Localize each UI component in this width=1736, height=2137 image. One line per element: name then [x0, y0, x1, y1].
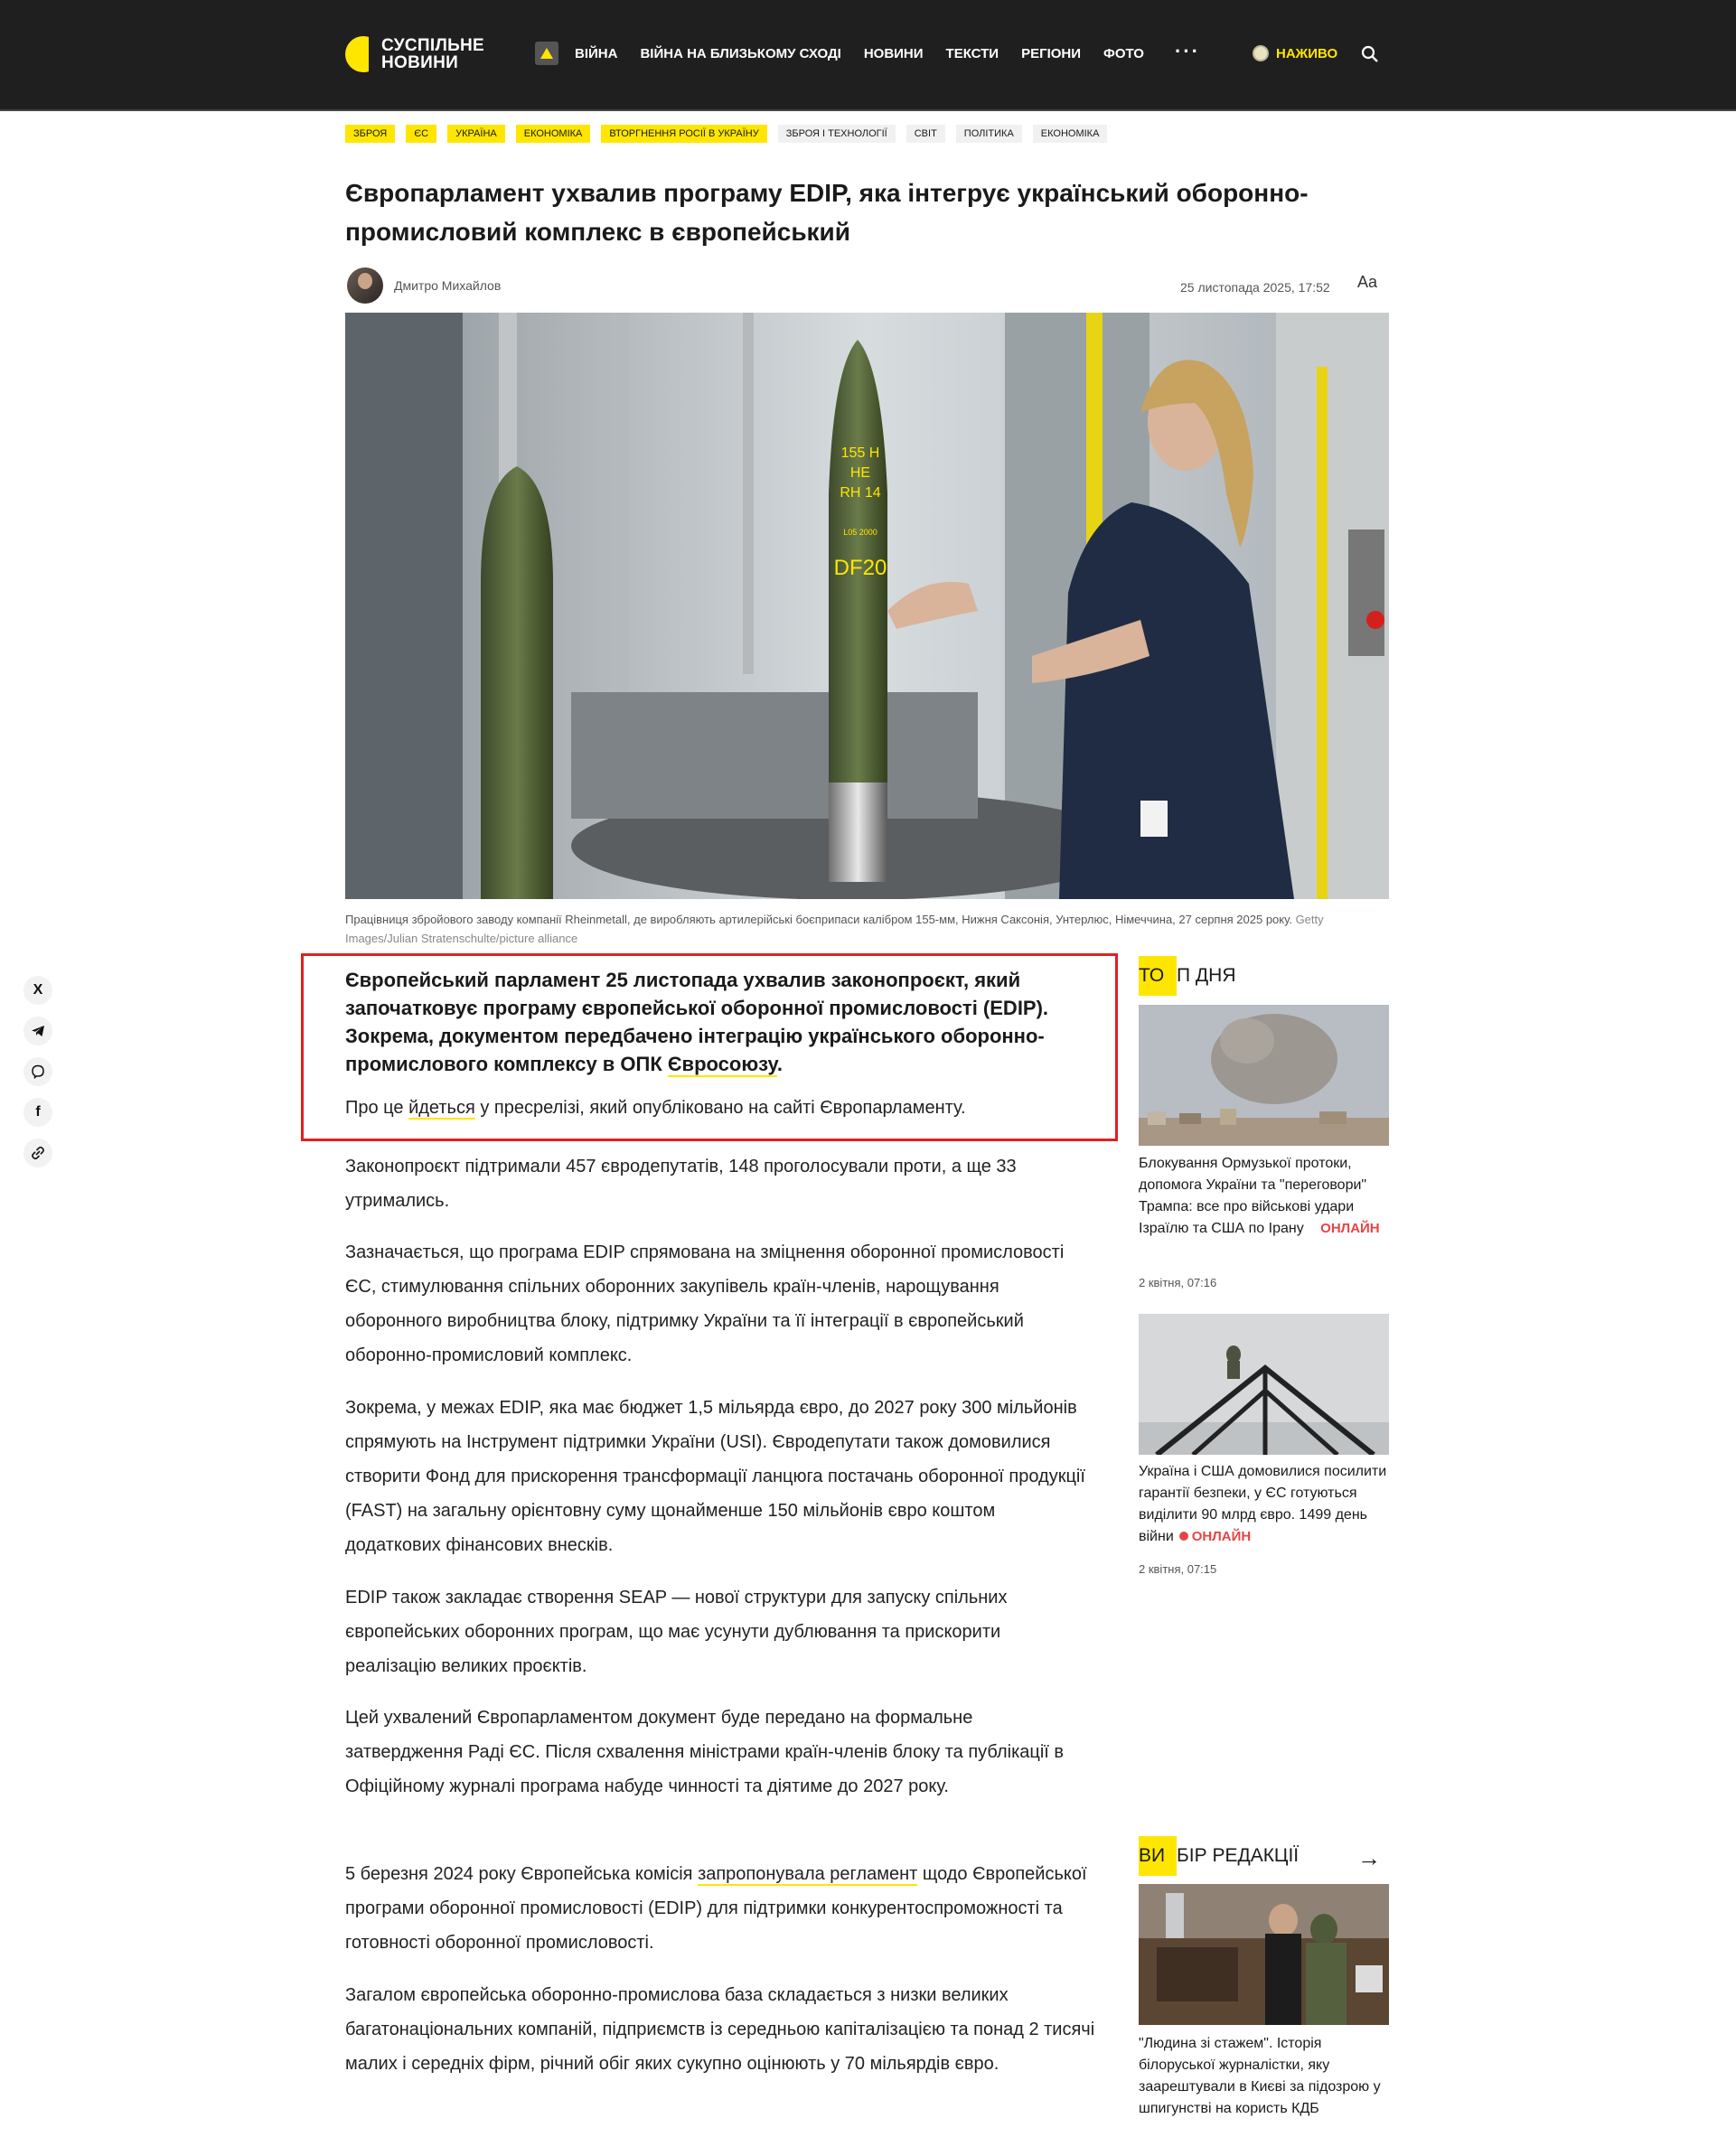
avatar	[347, 267, 383, 304]
editors-choice-highlight: ВИ	[1139, 1836, 1177, 1876]
nav-item-regions[interactable]: РЕГІОНИ	[1021, 45, 1082, 61]
logo-line-2: НОВИНИ	[381, 53, 459, 72]
p7-text-a: 5 березня 2024 року Європейська комісія	[345, 1864, 699, 1884]
tag-eu[interactable]: ЄС	[406, 125, 436, 143]
telegram-share-icon[interactable]	[23, 1017, 52, 1045]
tag-politics[interactable]: ПОЛІТИКА	[956, 125, 1022, 143]
x-share-icon[interactable]: X	[23, 976, 52, 1005]
top-day-card-1-title[interactable]	[1139, 1153, 1389, 1240]
top-day-highlight: ТО	[1139, 956, 1177, 996]
war-alert-icon[interactable]	[535, 42, 558, 65]
article-paragraph-4: Зокрема, у межах EDIP, яка має бюджет 1,5 мільярда євро, до 2027 року 300 мільйонів спрямують на Інструмент підтримки України (USI). Євродепутати також домовилися створити Фонд для прискорення трансформації ланцюга постачань оборонної продукції (FAST) на загальну орієнтовну суму щонайменше 150 мільйонів євро коштом додаткових фінансових внесків.	[345, 1398, 1085, 1555]
logo-line-1: СУСПІЛЬНЕ	[381, 36, 485, 55]
shell-marking-3: RH 14	[840, 485, 881, 501]
card2-title-text: Україна і США домовилися посилити гарантії безпеки, у ЄС готуються виділити 90 млрд євро. 1499 день війни	[1139, 1464, 1387, 1544]
more-menu-icon[interactable]: ···	[1175, 40, 1200, 62]
tag-list	[345, 125, 1118, 143]
top-day-card-2-title[interactable]	[1139, 1461, 1389, 1548]
article-lead	[345, 966, 1086, 1078]
hero-image	[345, 313, 1389, 899]
top-day-card-2-date: 2 квітня, 07:15	[1139, 1562, 1217, 1576]
editors-choice-rest: БІР РЕДАКЦІЇ	[1177, 1845, 1300, 1866]
author-link[interactable]	[347, 267, 501, 304]
font-size-icon[interactable]: Aa	[1357, 273, 1378, 291]
top-day-card-1-image[interactable]	[1139, 1005, 1389, 1146]
regulation-link[interactable]: запропонувала регламент	[698, 1864, 918, 1884]
shell-marking-2: HE	[849, 465, 871, 481]
editors-card-1-image[interactable]	[1139, 1884, 1389, 2025]
shell-marking-5: DF20	[833, 556, 887, 580]
logo-icon	[345, 36, 372, 72]
top-day-card-1-date: 2 квітня, 07:16	[1139, 1276, 1217, 1289]
article-title: Європарламент ухвалив програму EDIP, яка інтегрує український оборонно-промисловий комплекс в європейський	[345, 179, 1309, 246]
live-icon	[1253, 45, 1269, 61]
caption-text: Працівниця збройового заводу компанії Rheinmetall, де виробляють артилерійські боєприпаси калібром 155-мм, Нижня Саксонія, Унтерлюс, Німеччина, 27 серпня 2025 року.	[345, 913, 1292, 926]
nav-item-texts[interactable]: ТЕКСТИ	[945, 45, 999, 61]
top-day-rest: П ДНЯ	[1177, 965, 1236, 986]
nav-item-news[interactable]: НОВИНИ	[863, 45, 924, 61]
main-nav	[535, 42, 1167, 65]
tag-ukraine[interactable]: УКРАЇНА	[447, 125, 505, 143]
tag-weapons[interactable]: ЗБРОЯ	[345, 125, 395, 143]
top-day-card-2-image[interactable]	[1139, 1314, 1389, 1455]
card1-title-text: Блокування Ормузької протоки, допомога України та "переговори" Трампа: все про військові удари Ізраїлю та США по Ірану	[1139, 1156, 1367, 1236]
site-logo[interactable]	[345, 36, 484, 72]
article-paragraph-8: Загалом європейська оборонно-промислова база складається з низки великих багатонаціональних компаній, підприємств із середньою капіталізацією та понад 2 тисячі малих і середніх фірм, річний обіг яких сукупно оцінюють у 70 мільярдів євро.	[345, 1985, 1095, 2074]
site-header	[0, 0, 1736, 111]
shell-marking-4: L05 2000	[843, 528, 877, 537]
article-paragraph-1	[345, 1091, 1095, 1125]
nav-item-photo[interactable]: ФОТО	[1103, 45, 1144, 61]
editors-card-1-title[interactable]: "Людина зі стажем". Історія білоруської журналістки, яку заарештували в Києві за підозрою у шпигунстві на користь КДБ	[1139, 2036, 1381, 2116]
live-button[interactable]	[1253, 45, 1337, 61]
top-day-heading	[1139, 956, 1235, 996]
nav-item-middle-east[interactable]: ВІЙНА НА БЛИЗЬКОМУ СХОДІ	[640, 45, 841, 61]
editors-choice-heading	[1139, 1836, 1299, 1876]
article-paragraph-3: Зазначається, що програма EDIP спрямована на зміцнення оборонної промисловості ЄС, стимулювання спільних оборонних закупівель країн-членів, нарощування оборонного виробництва блоку, підтримку України та її інтеграції в європейський оборонно-промисловий комплекс.	[345, 1242, 1065, 1365]
article-paragraph-7	[345, 1857, 1095, 1960]
author-name: Дмитро Михайлов	[394, 278, 502, 293]
live-label: НАЖИВО	[1276, 45, 1338, 61]
p7-text-b: щодо Європейської програми оборонної промисловості (EDIP) для підтримки конкурентоспроможності та готовності оборонної промисловості.	[345, 1864, 1087, 1953]
lead-end: .	[776, 1053, 783, 1075]
search-icon[interactable]	[1361, 45, 1379, 63]
viber-share-icon[interactable]	[23, 1057, 52, 1086]
article-paragraph-6: Цей ухвалений Європарламентом документ буде передано на формальне затвердження Раді ЄС. Після схвалення міністрами країн-членів блоку та публікації в Офіційному журналі програма набуде чинності та діятиме до 2027 року.	[345, 1708, 1065, 1796]
tag-economics[interactable]: ЕКОНОМІКА	[1033, 125, 1108, 143]
p1-text-a: Про це	[345, 1098, 409, 1118]
press-release-link[interactable]: йдеться	[408, 1098, 475, 1118]
arrow-right-icon[interactable]: →	[1357, 1844, 1381, 1871]
article-paragraph-2: Законопроєкт підтримали 457 євродепутатів, 148 проголосували проти, а ще 33 утримались.	[345, 1157, 1017, 1211]
tag-world[interactable]: СВІТ	[906, 125, 945, 143]
nav-item-war[interactable]: ВІЙНА	[575, 45, 618, 61]
caption-credit: Getty Images/Julian Stratenschulte/picture alliance	[345, 913, 1324, 945]
card2-online-badge: ОНЛАЙН	[1191, 1529, 1252, 1544]
image-caption	[345, 910, 1389, 948]
article-paragraph-5: EDIP також закладає створення SEAP — нової структури для запуску спільних європейських оборонних програм, що має усунути дублювання та прискорити реалізацію великих проєктів.	[345, 1588, 1008, 1676]
online-dot-icon	[1179, 1532, 1188, 1541]
tag-weapons-tech[interactable]: ЗБРОЯ І ТЕХНОЛОГІЇ	[778, 125, 896, 143]
lead-text: Європейський парламент 25 листопада ухвалив законопроєкт, який започатковує програму європейської оборонної промисловості (EDIP). Зокрема, документом передбачено інтеграцію українського оборонно-промислового комплексу в ОПК	[345, 969, 1049, 1075]
tag-invasion[interactable]: ВТОРГНЕННЯ РОСІЇ В УКРАЇНУ	[601, 125, 766, 143]
lead-link-eu[interactable]: Євросоюзу	[667, 1053, 777, 1075]
facebook-share-icon[interactable]: f	[23, 1098, 52, 1127]
publish-date: 25 листопада 2025, 17:52	[1180, 280, 1330, 295]
card1-online-badge: ОНЛАЙН	[1320, 1221, 1380, 1236]
copy-link-icon[interactable]	[23, 1139, 52, 1167]
p1-text-b: у пресрелізі, який опубліковано на сайті Європарламенту.	[474, 1098, 966, 1118]
tag-economy[interactable]: ЕКОНОМІКА	[516, 125, 591, 143]
shell-marking-1: 155 H	[840, 445, 880, 461]
share-bar	[23, 976, 52, 1179]
